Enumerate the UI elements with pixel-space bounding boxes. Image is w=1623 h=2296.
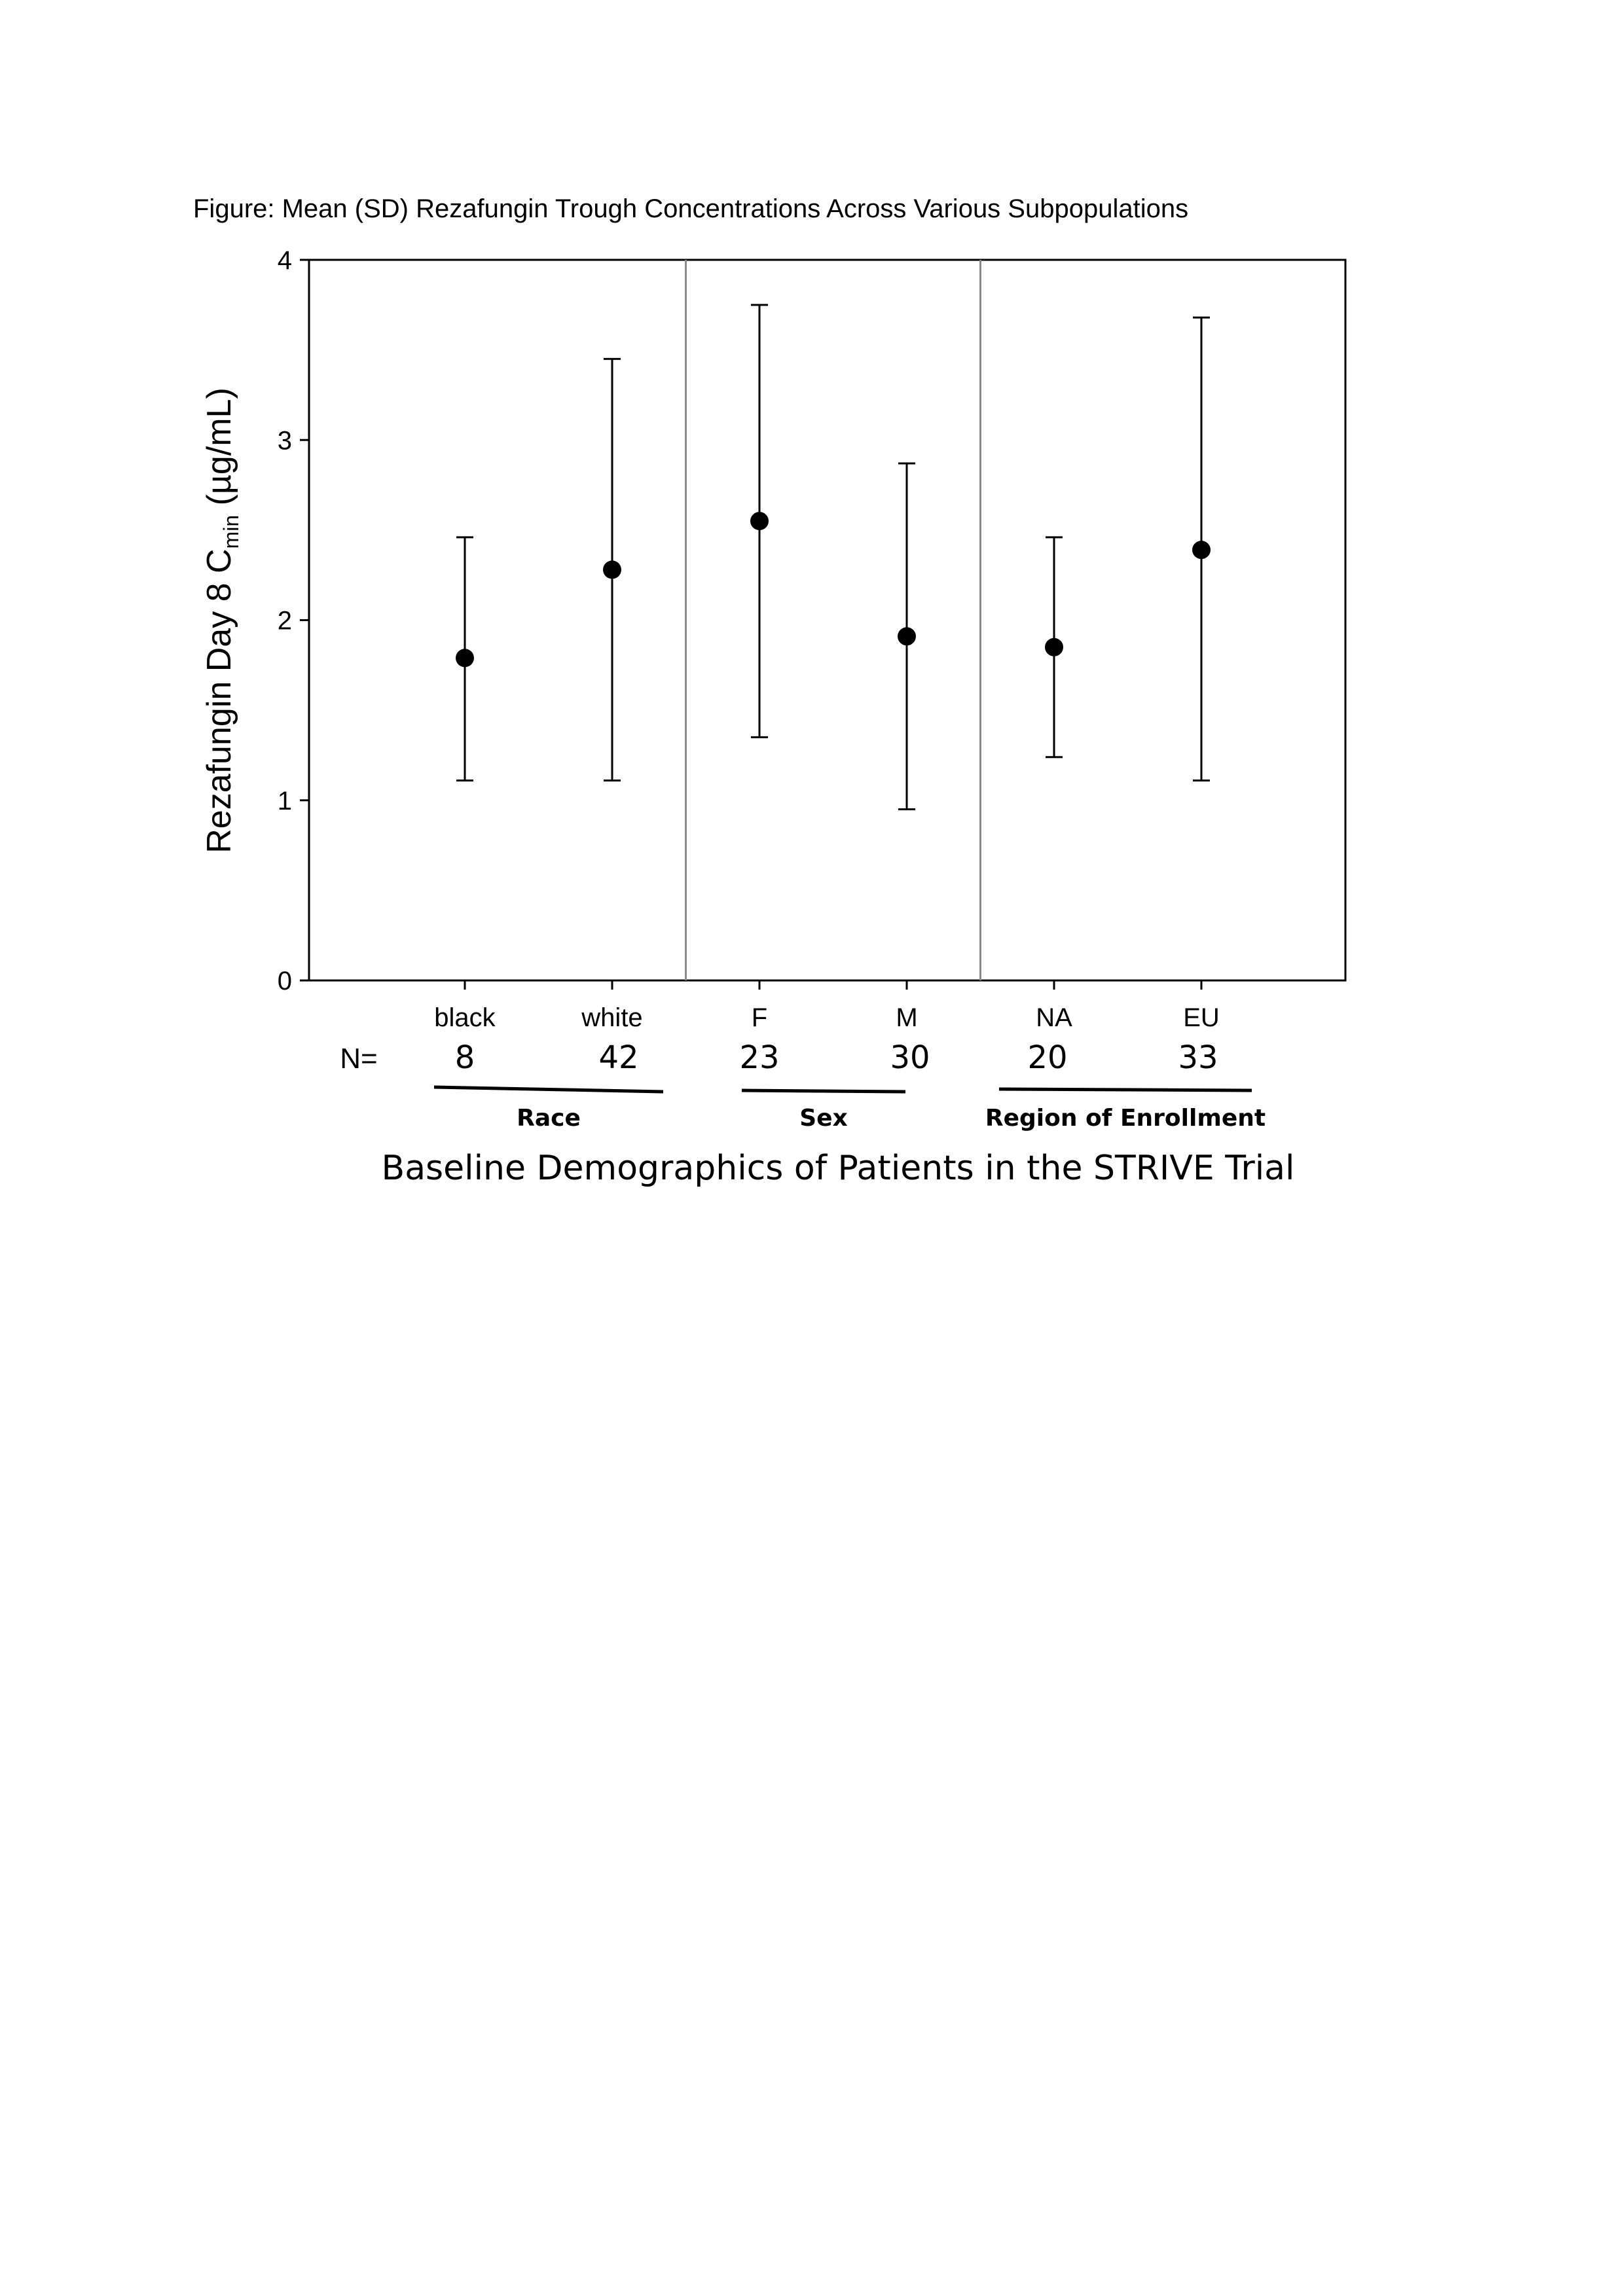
x-tick-label: black	[434, 1003, 496, 1032]
figure-title: Figure: Mean (SD) Rezafungin Trough Concentrations Across Various Subpopulations	[193, 194, 1189, 223]
y-tick-label: 1	[277, 786, 292, 816]
x-tick-label: EU	[1183, 1003, 1220, 1032]
mean-point	[603, 560, 621, 579]
y-axis-label-main: Rezafungin Day 8 C	[200, 548, 238, 853]
y-axis-label	[200, 387, 243, 853]
n-count: 20	[1027, 1039, 1068, 1076]
x-tick-label: F	[751, 1003, 768, 1032]
group-bracket-line	[999, 1089, 1252, 1090]
group-bracket-line	[742, 1090, 905, 1092]
mean-point	[1045, 638, 1063, 656]
y-tick-label: 4	[277, 246, 292, 275]
mean-point	[898, 627, 916, 645]
mean-point	[1192, 541, 1211, 559]
x-tick-label: white	[581, 1003, 643, 1032]
n-count: 33	[1178, 1039, 1218, 1076]
x-tick-label: M	[896, 1003, 918, 1032]
y-tick-label: 0	[277, 967, 292, 996]
n-count: 30	[890, 1039, 930, 1076]
x-axis-caption: Baseline Demographics of Patients in the STRIVE Trial	[381, 1149, 1295, 1188]
mean-point	[750, 512, 769, 530]
y-axis-label-subscript: min	[219, 514, 243, 549]
x-tick-label: NA	[1036, 1003, 1072, 1032]
mean-point	[456, 649, 474, 667]
y-tick-label: 3	[277, 426, 292, 456]
n-label: N=	[340, 1043, 378, 1075]
n-count: 42	[598, 1039, 639, 1076]
group-label: Sex	[799, 1105, 848, 1132]
n-count: 23	[739, 1039, 780, 1076]
y-tick-label: 2	[277, 606, 292, 636]
y-axis-label-unit: (µg/mL)	[200, 387, 238, 515]
n-count: 8	[454, 1039, 475, 1076]
group-label: Region of Enrollment	[985, 1105, 1266, 1132]
group-label: Race	[517, 1105, 581, 1132]
